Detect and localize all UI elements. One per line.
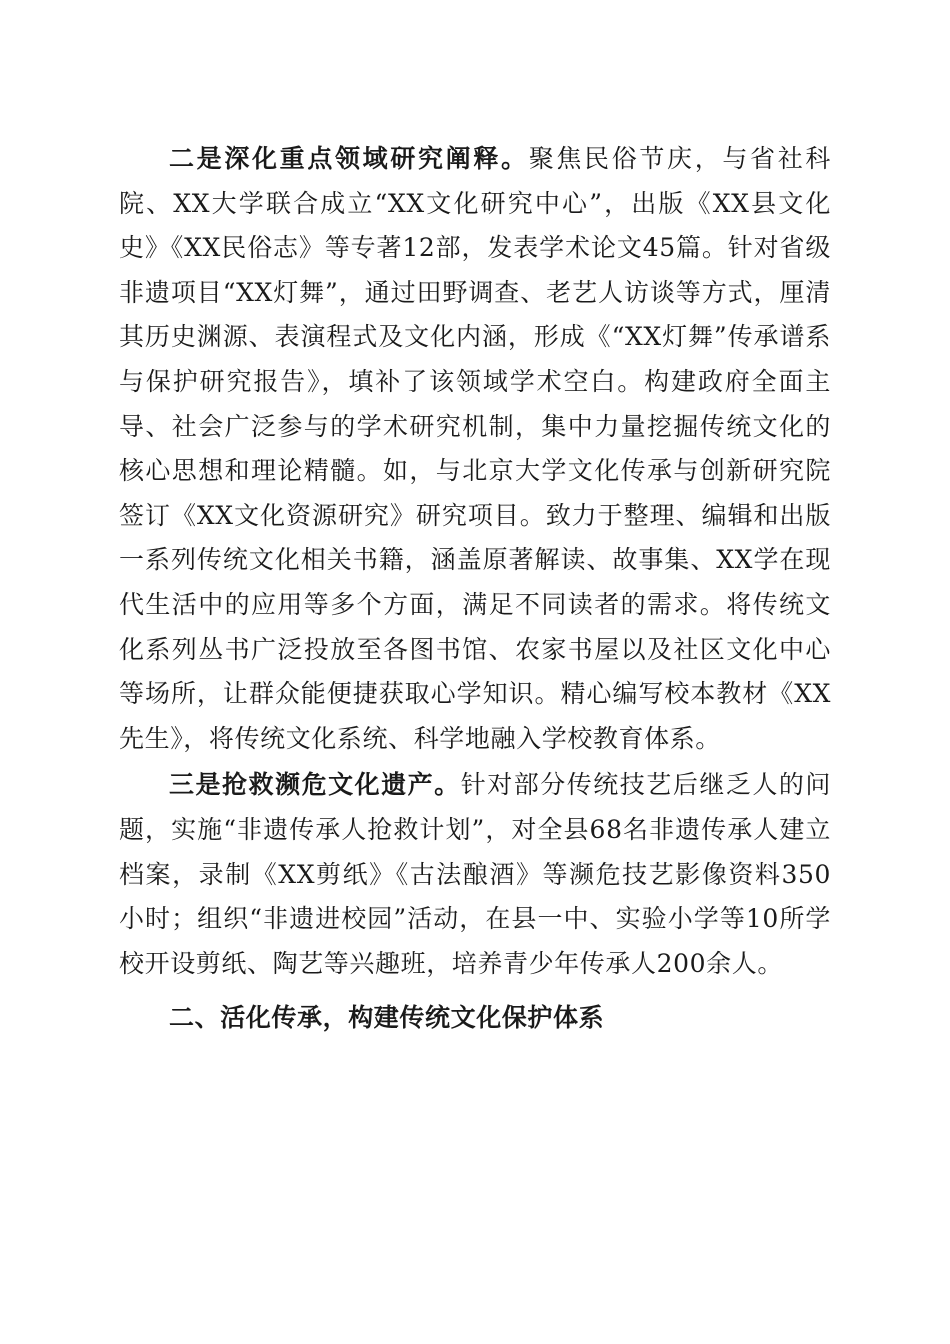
paragraph-text: 针对部分传统技艺后继乏人的问题，实施“非遗传承人抢救计划”，对全县68名非遗传承人建立档案，录制《XX剪纸》《古法酿酒》等濒危技艺影像资料350小时；组织“非遗进校园”活动，在县一中、实验小学等10所学校开设剪纸、陶艺等兴趣班，培养青少年传承人200余人。 [119, 770, 831, 978]
paragraph-rescue-heritage [119, 763, 831, 986]
paragraph-lead: 三是抢救濒危文化遗产。 [169, 770, 461, 800]
paragraph-text: 聚焦民俗节庆，与省社科院、XX大学联合成立“XX文化研究中心”，出版《XX县文化史》《XX民俗志》等专著12部，发表学术论文45篇。针对省级非遗项目“XX灯舞”，通过田野调查、老艺人访谈等方式，厘清其历史渊源、表演程式及文化内涵，形成《“XX灯舞”传承谱系与保护研究报告》，填补了该领域学术空白。构建政府全面主导、社会广泛参与的学术研究机制，集中力量挖掘传统文化的核心思想和理论精髓。如，与北京大学文化传承与创新研究院签订《XX文化资源研究》研究项目。致力于整理、编辑和出版一系列传统文化相关书籍，涵盖原著解读、故事集、XX学在现代生活中的应用等多个方面，满足不同读者的需求。将传统文化系列丛书广泛投放至各图书馆、农家书屋以及社区文化中心等场所，让群众能便捷获取心学知识。精心编写校本教材《XX先生》，将传统文化系统、科学地融入学校教育体系。 [119, 144, 831, 753]
section-heading: 二、活化传承，构建传统文化保护体系 [169, 1003, 605, 1033]
document-body [119, 137, 831, 1041]
paragraph-deepen-research [119, 137, 831, 761]
paragraph-lead: 二是深化重点领域研究阐释。 [169, 144, 529, 173]
